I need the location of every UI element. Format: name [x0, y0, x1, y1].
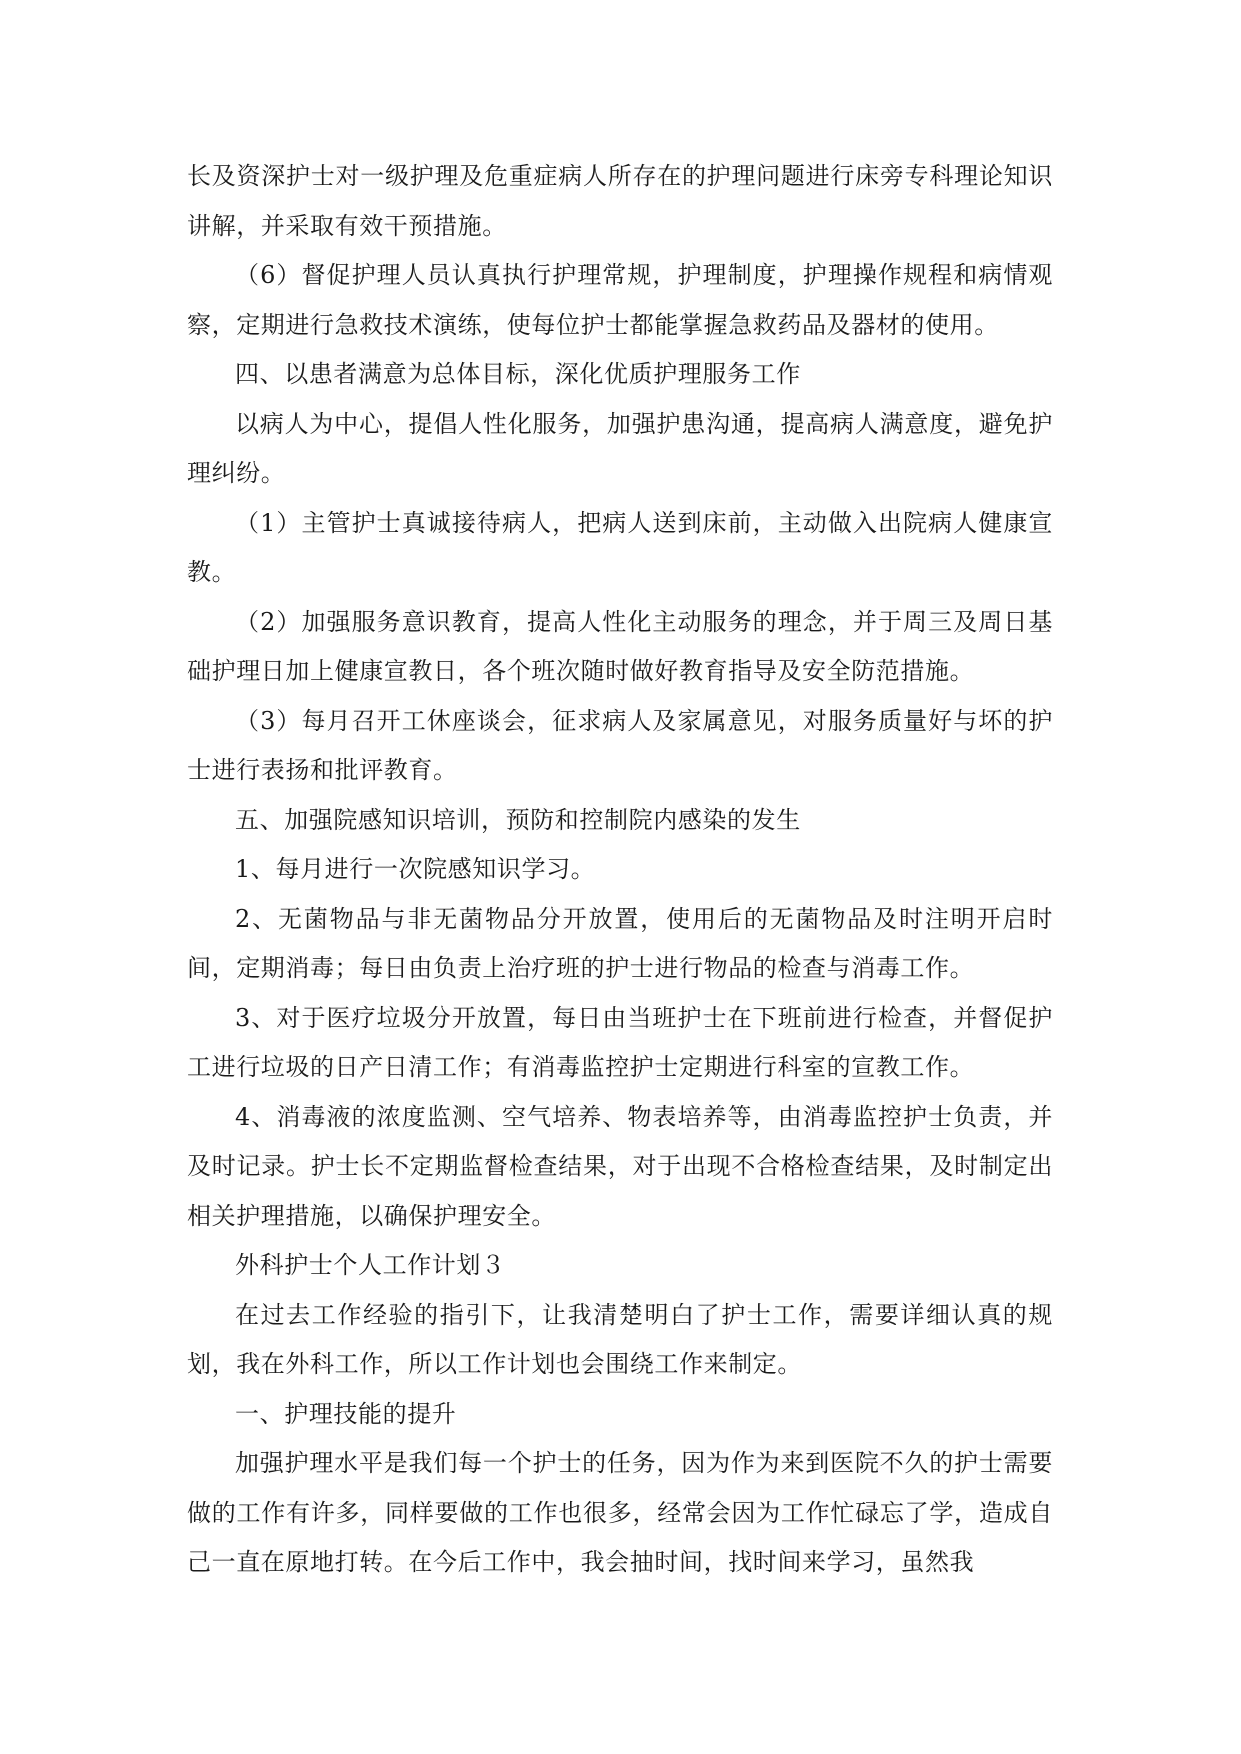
section-heading-4: 四、以患者满意为总体目标，深化优质护理服务工作: [235, 360, 801, 388]
paragraph-1: 长及资深护士对一级护理及危重症病人所存在的护理问题进行床旁专科理论知识讲解，并采取有效干预措施。: [187, 162, 1053, 240]
paragraph-2: （6）督促护理人员认真执行护理常规，护理制度，护理操作规程和病情观察，定期进行急救技术演练，使每位护士都能掌握急救药品及器材的使用。: [187, 261, 1053, 339]
section-heading-1: 一、护理技能的提升: [235, 1399, 457, 1428]
list-item-1: （1）主管护士真诚接待病人，把病人送到床前，主动做入出院病人健康宣教。: [187, 508, 1053, 586]
numbered-item-4: 4、消毒液的浓度监测、空气培养、物表培养等，由消毒监控护士负责，并及时记录。护士长不定期监督检查结果，对于出现不合格检查结果，及时制定出相关护理措施，以确保护理安全。: [187, 1102, 1053, 1230]
document-body: [187, 152, 1053, 1588]
paragraph-last: 加强护理水平是我们每一个护士的任务，因为作为来到医院不久的护士需要做的工作有许多，同样要做的工作也很多，经常会因为工作忙碌忘了学，造成自己一直在原地打转。在今后工作中，我会抽时间，找时间来学习，虽然我: [187, 1449, 1053, 1576]
list-item-2: （2）加强服务意识教育，提高人性化主动服务的理念，并于周三及周日基础护理日加上健康宣教日，各个班次随时做好教育指导及安全防范措施。: [187, 607, 1053, 685]
list-item-3: （3）每月召开工休座谈会，征求病人及家属意见，对服务质量好与坏的护士进行表扬和批评教育。: [187, 706, 1053, 784]
section-heading-5: 五、加强院感知识培训，预防和控制院内感染的发生: [235, 805, 801, 834]
numbered-item-1: 1、每月进行一次院感知识学习。: [235, 855, 596, 883]
numbered-item-2: 2、无菌物品与非无菌物品分开放置，使用后的无菌物品及时注明开启时间，定期消毒；每日由负责上治疗班的护士进行物品的检查与消毒工作。: [187, 904, 1053, 982]
paragraph-4: 以病人为中心，提倡人性化服务，加强护患沟通，提高病人满意度，避免护理纠纷。: [187, 409, 1053, 487]
plan-title: 外科护士个人工作计划３: [235, 1251, 506, 1279]
numbered-item-3: 3、对于医疗垃圾分开放置，每日由当班护士在下班前进行检查，并督促护工进行垃圾的日产日清工作；有消毒监控护士定期进行科室的宣教工作。: [187, 1003, 1053, 1081]
intro-paragraph: 在过去工作经验的指引下，让我清楚明白了护士工作，需要详细认真的规划，我在外科工作，所以工作计划也会围绕工作来制定。: [187, 1300, 1053, 1378]
